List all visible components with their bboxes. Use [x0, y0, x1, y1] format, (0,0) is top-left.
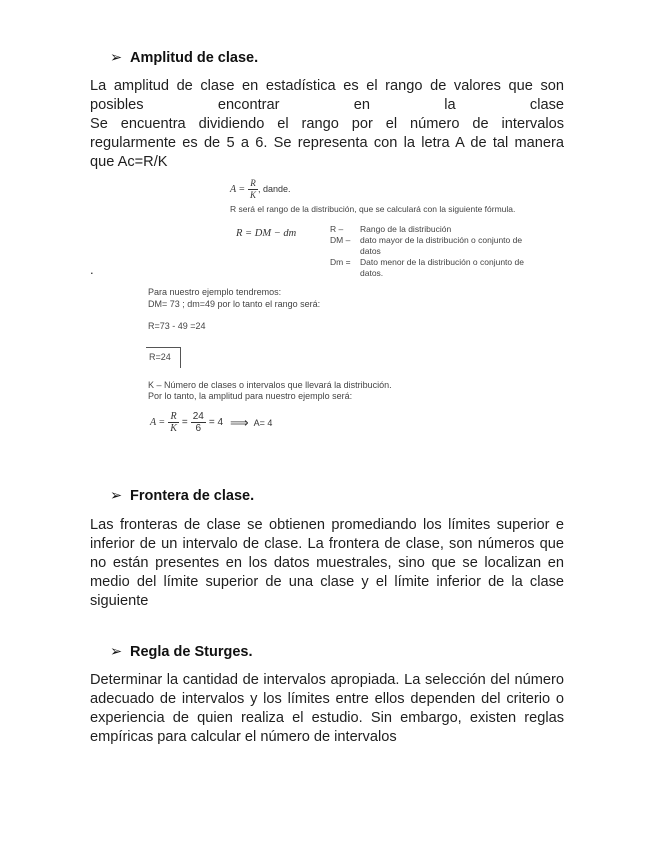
rango-text: R será el rango de la distribución, que se calculará con la siguiente fórmula. — [230, 204, 516, 214]
implies-arrow-icon: ⟹ — [230, 414, 249, 430]
arrow-bullet-icon: ➢ — [110, 488, 123, 504]
formula-result: = 4 — [208, 417, 224, 428]
text-line: que Ac=R/K — [90, 154, 168, 170]
heading-text: Amplitud de clase. — [130, 50, 259, 66]
legend-value: datos. — [360, 268, 384, 278]
por-lo-tanto-text: Por lo tanto, la amplitud para nuestro ejemplo será: — [148, 391, 353, 401]
range-formula: R = DM − dm — [236, 228, 297, 239]
denominator: K — [249, 190, 256, 200]
denominator: 6 — [195, 423, 202, 434]
text-line: empíricas para calcular el número de intervalos — [90, 729, 397, 745]
amplitude-formula — [230, 178, 291, 201]
k-definition: K – Número de clases o intervalos que llevará la distribución. — [148, 380, 392, 390]
fraction — [248, 178, 258, 201]
text-line: adecuado de intervalos y los límites entre ellos dependen del criterio o — [90, 691, 564, 707]
final-result: A= 4 — [253, 417, 273, 428]
numerator: 24 — [192, 411, 204, 422]
legend-value: Rango de la distribución — [360, 224, 452, 234]
section-heading-sturges — [110, 644, 252, 660]
paragraph-sturges — [90, 671, 564, 747]
section-heading-amplitud — [110, 50, 258, 66]
text-line: siguiente — [90, 593, 149, 609]
formula-lhs: A = — [230, 184, 246, 196]
text-line: inferior de un intervalo de clase. La frontera de clase, son números que — [90, 536, 564, 552]
denominator: K — [170, 423, 177, 434]
legend-key: R – — [330, 224, 344, 234]
text-line: experiencia de quien realiza el estudio. Sin embargo, existen reglas — [90, 710, 564, 726]
paragraph-amplitud — [90, 77, 564, 172]
numerator: R — [250, 178, 256, 188]
r-calculation: R=73 - 49 =24 — [148, 321, 206, 331]
text-line: Determinar la cantidad de intervalos apropiada. La selección del número — [90, 672, 564, 688]
text-line: medio del límite superior de una clase y el límite inferior de la clase — [90, 574, 564, 590]
legend-value: datos — [360, 246, 381, 256]
equals-sign: = — [181, 417, 188, 428]
legend-value: dato mayor de la distribución o conjunto de — [360, 235, 523, 245]
legend-row — [330, 246, 530, 257]
legend-row — [330, 268, 530, 279]
heading-text: Frontera de clase. — [130, 488, 255, 504]
legend-row — [330, 224, 530, 235]
text-line: Se encuentra dividiendo el rango por el número de intervalos — [90, 116, 564, 132]
arrow-bullet-icon: ➢ — [110, 644, 123, 660]
section-heading-frontera — [110, 488, 254, 504]
ejemplo-text: Para nuestro ejemplo tendremos: — [148, 287, 282, 297]
legend-key: DM – — [330, 235, 351, 245]
paragraph-frontera — [90, 516, 564, 611]
r-result-box — [146, 347, 181, 368]
r-result: R=24 — [149, 352, 171, 362]
fraction — [168, 411, 179, 434]
heading-text: Regla de Sturges. — [130, 644, 253, 660]
formula-suffix: , dande. — [257, 184, 291, 195]
legend-row — [330, 257, 530, 268]
dm-line: DM= 73 ; dm=49 por lo tanto el rango será: — [148, 299, 321, 309]
stray-dot: . — [90, 262, 94, 277]
formula-lhs: A = — [150, 417, 166, 428]
text-line: posibles encontrar en la clase — [90, 97, 564, 113]
final-formula — [150, 411, 272, 434]
text-line: regularmente es de 5 a 6. Se representa con la letra A de tal manera — [90, 135, 564, 151]
text-line: La amplitud de clase en estadística es el rango de valores que son — [90, 78, 564, 94]
text-line: no están presentes en los datos muestrales, sino que se localizan en — [90, 555, 564, 571]
legend-value: Dato menor de la distribución o conjunto de — [360, 257, 524, 267]
numerator: R — [170, 411, 177, 422]
arrow-bullet-icon: ➢ — [110, 50, 123, 66]
legend-key: Dm = — [330, 257, 351, 267]
fraction — [191, 411, 206, 434]
legend-row — [330, 235, 530, 246]
text-line: Las fronteras de clase se obtienen promediando los límites superior e — [90, 517, 564, 533]
